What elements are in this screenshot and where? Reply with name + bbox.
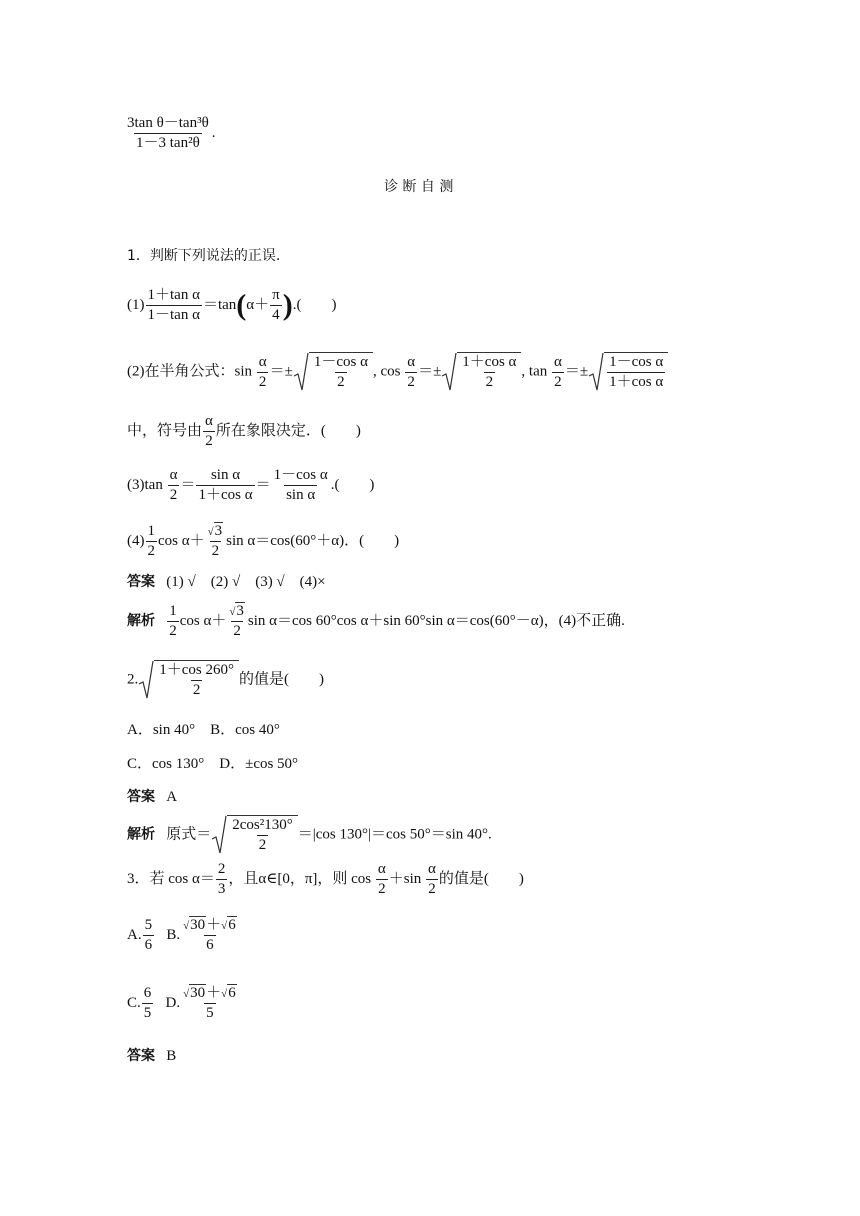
two: 2 (407, 373, 415, 390)
two: 2 (554, 373, 562, 390)
answer-label: 答案 (127, 789, 155, 805)
answer-label: 答案 (127, 574, 155, 590)
equals: ＝ (180, 476, 196, 493)
q3-options-cd (127, 986, 240, 1021)
text: 的值是( ) (438, 870, 524, 887)
text: sin α＝cos 60°cos α＋sin 60°sin α＝cos(60°－α)，(4)不正确. (247, 612, 625, 629)
q2-stem (127, 660, 324, 700)
sqrt-symbol: √ (221, 988, 228, 1000)
four: 4 (272, 307, 280, 323)
formula-denominator: 1－3 tan²θ (136, 135, 200, 151)
fraction-den: 1－tan α (147, 307, 200, 323)
q3-answer (127, 1049, 176, 1064)
fraction-num: 1－cos α (273, 467, 328, 483)
text: 所在象限决定．( ) (215, 422, 361, 439)
radicand-num: 1＋cos α (462, 354, 517, 370)
sqrt-six: 6 (228, 917, 236, 933)
sqrt-sign (441, 352, 521, 392)
text: cos α＋ (158, 532, 205, 549)
sqrt-symbol: √ (221, 920, 228, 932)
text: cos α＋ (179, 612, 227, 629)
radicand-den: 2 (258, 837, 267, 853)
fraction-num: 5 (144, 917, 153, 933)
sqrt-thirty: 30 (190, 917, 206, 933)
radicand-num: 1－cos α (313, 354, 368, 370)
left-paren: ( (236, 288, 247, 322)
question-number: 2. (127, 671, 139, 688)
analysis-label: 解析 (127, 826, 155, 843)
radicand-num: 2cos²130° (232, 817, 293, 833)
plus: ＋ (206, 985, 222, 1001)
q2-analysis (127, 815, 492, 855)
alpha: α (407, 353, 416, 370)
equals-tan: ＝tan (202, 296, 237, 313)
alpha: α (428, 861, 436, 877)
two: 2 (233, 623, 241, 639)
sqrt-thirty: 30 (190, 985, 206, 1001)
q2-answer (127, 790, 177, 805)
sqrt-six: 6 (228, 985, 236, 1001)
fraction-num: sin α (210, 467, 241, 483)
q1-answer (127, 575, 326, 590)
fraction-den: 6 (144, 937, 153, 953)
answer-text: B (166, 1048, 177, 1064)
sqrt-sign (138, 660, 239, 700)
one: 1 (169, 603, 177, 619)
q1-part3 (127, 468, 374, 503)
q1-analysis (127, 604, 625, 639)
pi: π (272, 287, 280, 303)
text: 中，符号由 (127, 422, 203, 439)
formula-numerator: 3tan θ－tan³θ (127, 115, 209, 131)
fraction-den: 1＋cos α (198, 487, 253, 503)
fraction-num: 1＋tan α (147, 287, 200, 303)
radicand-den: 2 (485, 374, 494, 390)
comma-tan: , tan (521, 363, 548, 380)
part-end: .( ) (330, 476, 375, 493)
radicand-den: 2 (192, 682, 201, 698)
two: 2 (211, 543, 220, 559)
text: 的值是( ) (239, 671, 324, 688)
sqrt-symbol: √ (229, 606, 236, 618)
radicand-den: 2 (337, 374, 345, 390)
answer-text: A (166, 789, 178, 805)
fraction-den: 5 (143, 1005, 152, 1021)
alpha: α (205, 413, 213, 429)
two: 2 (205, 433, 213, 449)
plus: ＋ (206, 917, 222, 933)
right-paren: ) (282, 288, 293, 322)
q2-options-cd: C．cos 130° D．±cos 50° (127, 756, 299, 772)
answer-label: 答案 (127, 1048, 155, 1064)
fraction-den: 6 (206, 937, 214, 953)
comma-cos: , cos (372, 363, 401, 380)
part-prefix: (1) (127, 296, 145, 313)
two: 2 (169, 623, 177, 639)
option-a-label: A. (127, 926, 142, 943)
two: 2 (217, 861, 226, 877)
text: ＋sin (388, 870, 422, 887)
plus-minus: ＝± (564, 363, 589, 380)
one: 1 (147, 523, 155, 539)
alpha: α (377, 861, 386, 877)
fraction-den: sin α (286, 487, 316, 503)
fraction-den: 5 (206, 1005, 214, 1021)
top-formula (124, 116, 216, 151)
two: 2 (147, 543, 155, 559)
text: 3．若 cos α＝ (127, 870, 215, 887)
sqrt-sign (588, 352, 668, 392)
sqrt-symbol: √ (183, 988, 190, 1000)
q3-stem (127, 862, 524, 897)
option-b-label: B. (166, 926, 181, 943)
text: 原式＝ (166, 826, 212, 843)
two: 2 (428, 881, 436, 897)
equals: ＝ (255, 476, 271, 493)
q1-part2-cont (127, 414, 361, 449)
part-prefix: (3)tan (127, 476, 163, 493)
part-prefix: (2)在半角公式：sin (127, 363, 252, 380)
two: 2 (378, 881, 386, 897)
sqrt-sign (293, 352, 373, 392)
radicand-num: 1＋cos 260° (159, 662, 234, 678)
formula-end: . (211, 124, 216, 141)
q3-options-ab (127, 918, 240, 953)
option-c-label: C. (127, 994, 141, 1011)
q1-stem: 1．判断下列说法的正误. (127, 248, 281, 264)
q1-part1 (127, 288, 336, 323)
radicand-den: 1＋cos α (609, 374, 664, 390)
three: 3 (217, 881, 226, 897)
radicand-num: 1－cos α (609, 354, 664, 370)
text: ＝|cos 130°|＝cos 50°＝sin 40°. (297, 826, 492, 843)
fraction-num: 6 (143, 985, 152, 1001)
part-prefix: (4) (127, 532, 145, 549)
sqrt-three: 3 (214, 523, 223, 539)
sqrt-symbol: √ (207, 526, 214, 538)
q1-part4 (127, 524, 399, 559)
section-title: 诊 断 自 测 (384, 179, 454, 195)
sqrt-three: 3 (236, 603, 244, 619)
text: ，且α∈[0，π]，则 cos (228, 870, 372, 887)
alpha-plus: α＋ (246, 296, 270, 313)
part-end: .( ) (292, 296, 337, 313)
analysis-label: 解析 (127, 612, 155, 629)
alpha: α (553, 353, 562, 370)
alpha: α (169, 467, 178, 483)
q1-part2 (127, 352, 668, 392)
sqrt-sign (211, 815, 298, 855)
plus-minus: ＝± (418, 363, 442, 380)
option-d-label: D. (165, 994, 181, 1011)
q2-options-ab: A．sin 40° B．cos 40° (127, 722, 280, 738)
text: sin α＝cos(60°＋α)．( ) (226, 532, 400, 549)
answer-text: (1) √ (2) √ (3) √ (4)× (166, 574, 326, 590)
two: 2 (169, 487, 178, 503)
plus-minus: ＝± (269, 363, 293, 380)
alpha: α (258, 353, 267, 370)
two: 2 (258, 373, 267, 390)
sqrt-symbol: √ (183, 920, 190, 932)
